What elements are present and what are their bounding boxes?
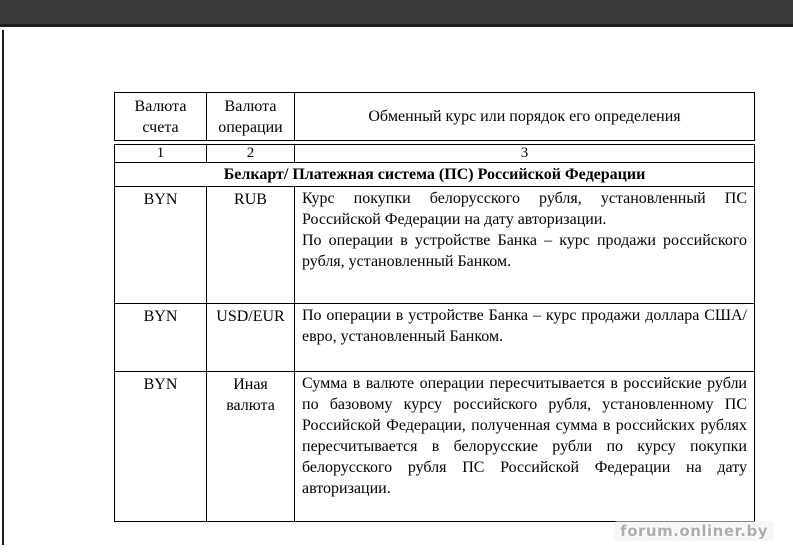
viewer-top-bar (0, 0, 793, 27)
column-number-2: 2 (207, 145, 295, 162)
page-left-edge-line (2, 30, 4, 545)
cell-account-currency: BYN (115, 372, 207, 521)
section-title-row (115, 163, 754, 187)
header-operation-currency: Валюта операции (207, 93, 295, 140)
table-row-byn-rub (115, 187, 754, 304)
table-header-row (114, 92, 755, 141)
cell-rate-description (295, 187, 754, 303)
table-body (114, 144, 755, 522)
column-number-1: 1 (115, 145, 207, 162)
watermark: forum.onliner.by (614, 521, 774, 541)
rate-paragraph: По операции в устройстве Банка – курс продажи доллара США/евро, установленный Банком. (302, 307, 747, 345)
cell-operation-currency: USD/EUR (207, 304, 295, 371)
cell-rate-description (295, 372, 754, 521)
rate-paragraph: Курс покупки белорусского рубля, установленный ПС Российской Федерации на дату авторизации. (302, 190, 747, 228)
table-row-byn-usdeur (115, 304, 754, 372)
cell-operation-currency: RUB (207, 187, 295, 303)
header-account-currency: Валюта счета (115, 93, 207, 140)
cell-operation-currency: Иная валюта (207, 372, 295, 521)
header-exchange-rate-definition: Обменный курс или порядок его определения (368, 108, 681, 125)
table-row-byn-other (115, 372, 754, 521)
rate-paragraph: Сумма в валюте операции пересчитывается в российские рубли по базовому курсу российского рубля, установленному ПС Российской Федерации, полученная сумма в российских рублях пересчитывается в белорусские рубли по курсу покупки белорусского рубля ПС Российской Федерации на дату авторизации. (302, 375, 747, 497)
exchange-rate-table (114, 92, 755, 522)
cell-rate-description (295, 304, 754, 371)
cell-account-currency: BYN (115, 187, 207, 303)
cell-account-currency: BYN (115, 304, 207, 371)
column-number-3: 3 (520, 145, 529, 161)
rate-paragraph: По операции в устройстве Банка – курс продажи российского рубля, установленный Банком. (302, 232, 747, 270)
column-numbers-row (115, 145, 754, 163)
section-title: Белкарт/ Платежная система (ПС) Российской Федерации (223, 166, 646, 183)
